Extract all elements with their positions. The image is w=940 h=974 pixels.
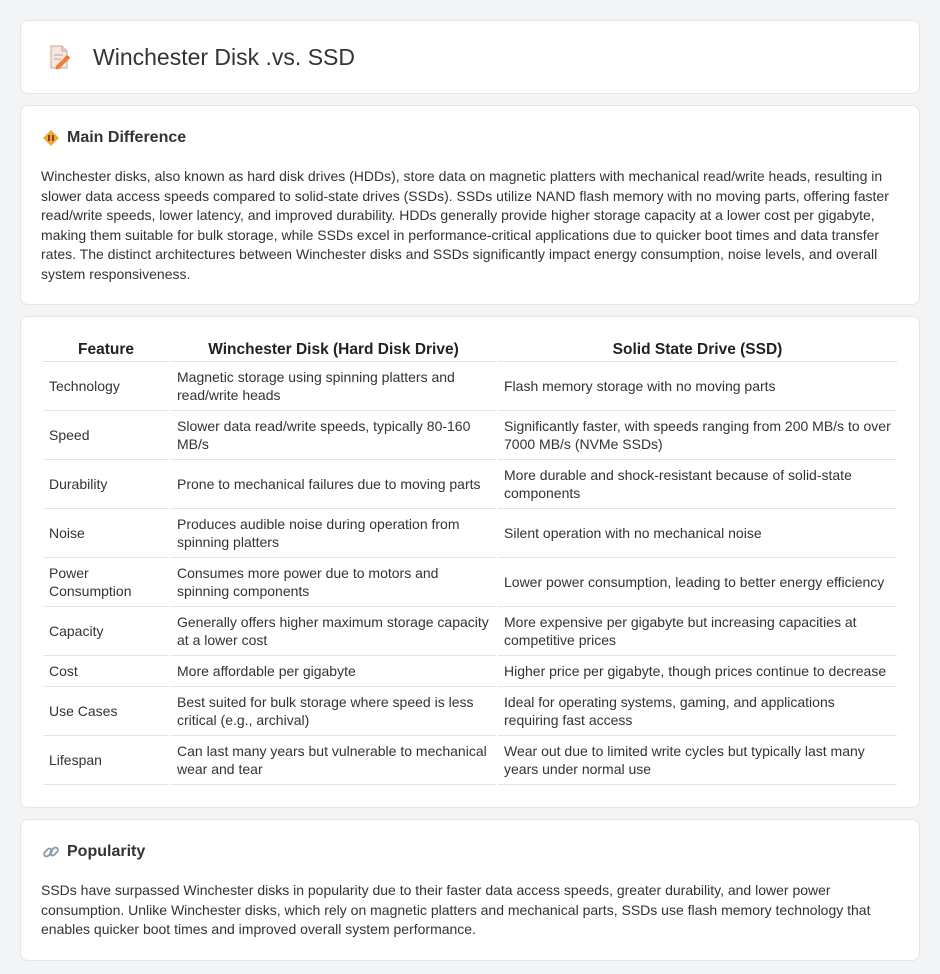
- table-row: [43, 656, 897, 687]
- row-ssd-value: Higher price per gigabyte, though prices continue to decrease: [498, 656, 897, 687]
- row-hdd-value: Can last many years but vulnerable to mechanical wear and tear: [171, 736, 496, 785]
- row-ssd-value: More expensive per gigabyte but increasing capacities at competitive prices: [498, 607, 897, 656]
- header-feature: Feature: [43, 337, 169, 362]
- table-row: [43, 509, 897, 558]
- row-feature: Capacity: [43, 607, 169, 656]
- row-ssd-value: More durable and shock-resistant because of solid-state components: [498, 460, 897, 509]
- table-row: [43, 558, 897, 607]
- main-difference-text: Winchester disks, also known as hard disk drives (HDDs), store data on magnetic platters with mechanical read/write heads, resulting in slower data access speeds compared to solid-state drives (SSDs). SSDs utilize NAND flash memory with no moving parts, offering faster read/write speeds, lower latency, and improved durability. HDDs generally provide higher storage capacity at a lower cost per gigabyte, making them suitable for bulk storage, while SSDs excel in performance-critical applications due to quicker boot times and data transfer rates. The distinct architectures between Winchester disks and SSDs significantly impact energy consumption, noise levels, and overall system responsiveness.: [41, 168, 889, 282]
- popularity-title: Popularity: [67, 843, 146, 860]
- main-difference-heading: [41, 128, 899, 148]
- row-feature: Noise: [43, 509, 169, 558]
- row-ssd-value: Flash memory storage with no moving parts: [498, 362, 897, 411]
- page-title: Winchester Disk .vs. SSD: [93, 43, 355, 70]
- main-difference-title: Main Difference: [67, 129, 187, 146]
- row-ssd-value: Silent operation with no mechanical noise: [498, 509, 897, 558]
- row-feature: Technology: [43, 362, 169, 411]
- popularity-heading: [41, 842, 899, 862]
- header-card: [20, 20, 920, 94]
- row-feature: Cost: [43, 656, 169, 687]
- popularity-text: SSDs have surpassed Winchester disks in popularity due to their faster data access speeds, greater durability, and lower power consumption. Unlike Winchester disks, which rely on magnetic platters and mechanical parts, SSDs use flash memory technology that enables quicker boot times and improved overall system performance.: [41, 882, 871, 937]
- table-row: [43, 411, 897, 460]
- row-hdd-value: Prone to mechanical failures due to moving parts: [171, 460, 496, 509]
- comparison-table: [41, 337, 899, 785]
- table-row: [43, 362, 897, 411]
- row-ssd-value: Ideal for operating systems, gaming, and applications requiring fast access: [498, 687, 897, 736]
- table-row: [43, 460, 897, 509]
- document-pencil-icon: [45, 43, 73, 71]
- table-row: [43, 687, 897, 736]
- row-hdd-value: Best suited for bulk storage where speed is less critical (e.g., archival): [171, 687, 496, 736]
- row-hdd-value: Produces audible noise during operation from spinning platters: [171, 509, 496, 558]
- row-feature: Power Consumption: [43, 558, 169, 607]
- comparison-table-card: [20, 316, 920, 808]
- table-header-row: [43, 337, 897, 362]
- row-hdd-value: Magnetic storage using spinning platters and read/write heads: [171, 362, 496, 411]
- row-hdd-value: More affordable per gigabyte: [171, 656, 496, 687]
- row-hdd-value: Consumes more power due to motors and spinning components: [171, 558, 496, 607]
- table-row: [43, 607, 897, 656]
- header-winchester-disk: Winchester Disk (Hard Disk Drive): [171, 337, 496, 362]
- row-feature: Speed: [43, 411, 169, 460]
- warning-diamond-icon: [41, 128, 61, 148]
- row-feature: Use Cases: [43, 687, 169, 736]
- row-hdd-value: Slower data read/write speeds, typically 80-160 MB/s: [171, 411, 496, 460]
- row-ssd-value: Lower power consumption, leading to better energy efficiency: [498, 558, 897, 607]
- row-ssd-value: Significantly faster, with speeds ranging from 200 MB/s to over 7000 MB/s (NVMe SSDs): [498, 411, 897, 460]
- popularity-card: [20, 819, 920, 961]
- row-feature: Lifespan: [43, 736, 169, 785]
- row-hdd-value: Generally offers higher maximum storage capacity at a lower cost: [171, 607, 496, 656]
- table-row: [43, 736, 897, 785]
- main-difference-card: [20, 105, 920, 305]
- row-feature: Durability: [43, 460, 169, 509]
- header-ssd: Solid State Drive (SSD): [498, 337, 897, 362]
- row-ssd-value: Wear out due to limited write cycles but typically last many years under normal use: [498, 736, 897, 785]
- link-icon: [41, 842, 61, 862]
